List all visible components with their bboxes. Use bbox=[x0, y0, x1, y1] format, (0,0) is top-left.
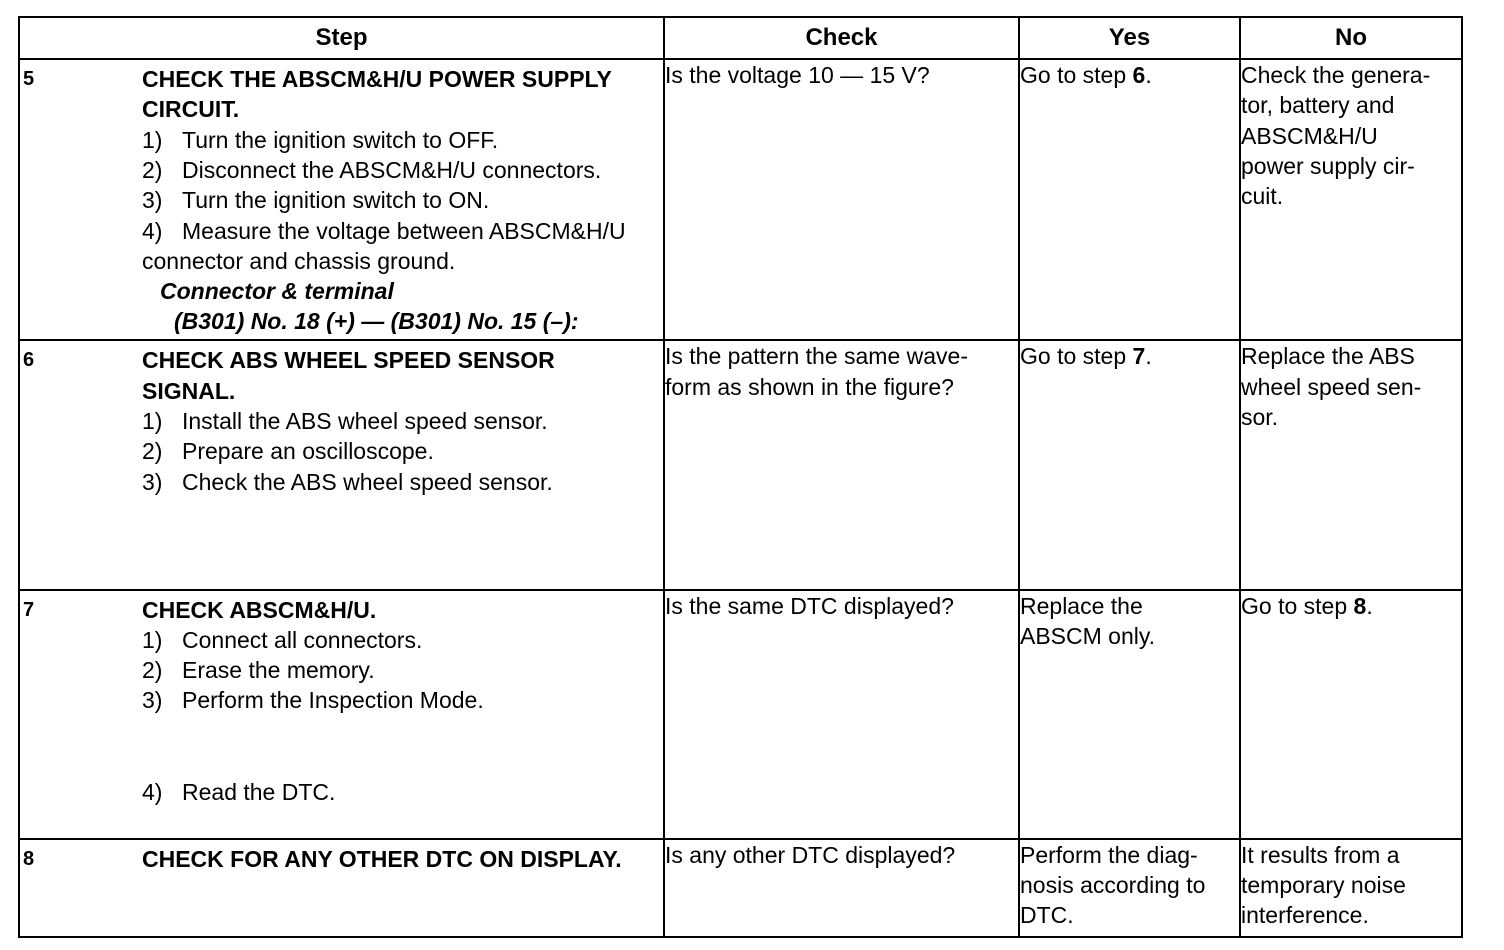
yes-cell: Go to step 6. bbox=[1019, 59, 1240, 340]
step-title-cont: CIRCUIT. bbox=[142, 96, 240, 123]
table-row bbox=[19, 340, 1462, 589]
no-cell: Go to step 8. bbox=[1240, 590, 1462, 839]
step-item: 3) Turn the ignition switch to ON. bbox=[142, 187, 490, 214]
step-item: 3) Perform the Inspection Mode. bbox=[142, 687, 484, 714]
table-row bbox=[19, 590, 1462, 839]
step-item: 1) Turn the ignition switch to OFF. bbox=[142, 126, 499, 153]
step-cell bbox=[19, 590, 664, 839]
table-row bbox=[19, 839, 1462, 937]
step-item: 1) Install the ABS wheel speed sensor. bbox=[142, 407, 548, 434]
step-number: 8 bbox=[23, 847, 35, 870]
step-number: 7 bbox=[23, 598, 35, 621]
step-cell bbox=[19, 839, 664, 937]
step-title: CHECK THE ABSCM&H/U POWER SUPPLY bbox=[142, 66, 612, 93]
step-title: CHECK ABS WHEEL SPEED SENSOR bbox=[142, 347, 555, 374]
check-cell: Is the pattern the same wave- form as shown in the figure? bbox=[664, 340, 1019, 589]
header-row bbox=[19, 17, 1462, 59]
step-item: 4) Measure the voltage between ABSCM&H/U bbox=[142, 217, 626, 244]
step-item: 2) Prepare an oscilloscope. bbox=[142, 438, 434, 465]
check-text: Is the voltage 10 — 15 V? bbox=[665, 62, 930, 89]
header-yes: Yes bbox=[1019, 17, 1240, 59]
no-cell: Check the genera- tor, battery and ABSCM&H/U power supply cir- cuit. bbox=[1240, 59, 1462, 340]
check-cell bbox=[664, 59, 1019, 340]
step-title: CHECK ABSCM&H/U. bbox=[142, 596, 377, 623]
goto-step: 8 bbox=[1353, 592, 1367, 619]
yes-cell: Go to step 7. bbox=[1019, 340, 1240, 589]
step-item-cont: connector and chassis ground. bbox=[142, 247, 456, 274]
step-item: 2) Disconnect the ABSCM&H/U connectors. bbox=[142, 156, 602, 183]
header-check: Check bbox=[664, 17, 1019, 59]
header-no: No bbox=[1240, 17, 1462, 59]
connector-terminal-value: (B301) No. 18 (+) — (B301) No. 15 (–): bbox=[174, 308, 579, 335]
yes-cell: Replace the ABSCM only. bbox=[1019, 590, 1240, 839]
step-number: 5 bbox=[23, 68, 35, 91]
goto-step: 7 bbox=[1132, 343, 1146, 370]
step-item: 3) Check the ABS wheel speed sensor. bbox=[142, 468, 553, 495]
yes-cell: Perform the diag- nosis according to DTC. bbox=[1019, 839, 1240, 937]
no-cell: It results from a temporary noise interference. bbox=[1240, 839, 1462, 937]
check-cell bbox=[664, 590, 1019, 839]
check-cell bbox=[664, 839, 1019, 937]
step-number: 6 bbox=[23, 349, 35, 372]
diagnostic-table bbox=[18, 16, 1463, 938]
step-item: 1) Connect all connectors. bbox=[142, 626, 423, 653]
no-cell: Replace the ABS wheel speed sen- sor. bbox=[1240, 340, 1462, 589]
connector-terminal-label: Connector & terminal bbox=[160, 278, 394, 305]
spacer bbox=[142, 716, 655, 777]
table-row bbox=[19, 59, 1462, 340]
step-item: 2) Erase the memory. bbox=[142, 657, 375, 684]
step-item: 4) Read the DTC. bbox=[142, 778, 336, 805]
step-title-cont: SIGNAL. bbox=[142, 377, 236, 404]
step-cell bbox=[19, 59, 664, 340]
check-text: Is the same DTC displayed? bbox=[665, 592, 954, 619]
step-title: CHECK FOR ANY OTHER DTC ON DISPLAY. bbox=[142, 845, 622, 872]
goto-step: 6 bbox=[1132, 62, 1146, 89]
check-text: Is any other DTC displayed? bbox=[665, 841, 956, 868]
step-cell bbox=[19, 340, 664, 589]
header-step: Step bbox=[19, 17, 664, 59]
